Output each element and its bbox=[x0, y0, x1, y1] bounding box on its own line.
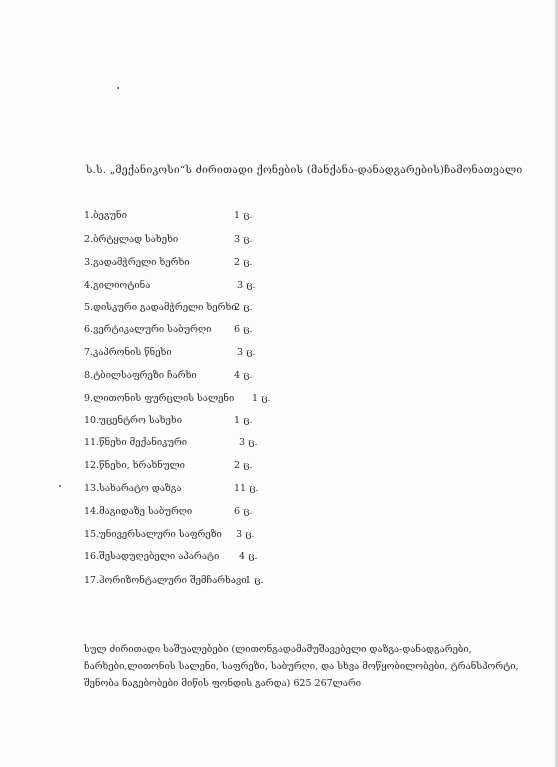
asset-item-quantity: 3 ც. bbox=[237, 347, 256, 358]
asset-item-label: 13.სახარატო დაზგა bbox=[84, 483, 182, 494]
asset-item-quantity: 4 ც. bbox=[234, 370, 253, 381]
asset-item-label: 8.ტბილსაფრეზი ჩარხი bbox=[84, 370, 197, 381]
asset-item-label: 9.ლითონის ფურცლის სალენი bbox=[84, 393, 235, 404]
asset-item-quantity: 3 ც. bbox=[239, 437, 258, 448]
asset-item-quantity: 2 ც. bbox=[234, 257, 253, 268]
asset-item-quantity: 1 ც. bbox=[234, 210, 253, 221]
asset-item-quantity: 1 ც. bbox=[252, 393, 271, 404]
asset-item-label: 1.ბეგუნი bbox=[84, 210, 127, 221]
asset-item-label: 4.გილიოტინა bbox=[84, 280, 151, 291]
asset-item-label: 6.ვერტიკალური საბურღი bbox=[84, 324, 212, 335]
asset-item-label: 3.გადამჭრელი ხერხი bbox=[84, 257, 190, 268]
document-title: ს.ს. „მექანიკოსი“ს ძირითადი ქონების (მანქანა-დანადგარების)ჩამონათვალი bbox=[86, 164, 523, 176]
asset-item-quantity: 6 ც. bbox=[234, 324, 253, 335]
asset-item-label: 17.ჰორიზონტალური შემჩარხავი bbox=[84, 575, 247, 586]
total-assets-paragraph: სულ ძირითადი საშუალებები (ლითონგადამამუშავებელი დაზგა-დანადგარები, ჩარხები,ლითონის სალენი, საფრეზი, საბურღი, და სხვა მოწყობილობები, ტრანსპორტი, შენობა ნაგებობები მიწის ფონდის გარდა) 625 267ლარი bbox=[84, 644, 519, 689]
asset-item-label: 16.შესადუღებელი აპარატი bbox=[84, 551, 220, 562]
asset-item-quantity: 3 ც. bbox=[234, 234, 253, 245]
scan-speck bbox=[59, 485, 61, 487]
asset-item-label: 2.ბრტყლად სახეხი bbox=[84, 234, 179, 245]
asset-item-quantity: 3 ც. bbox=[236, 529, 255, 540]
asset-item-quantity: 2 ც. bbox=[234, 460, 253, 471]
asset-item-label: 14.მაგიდაზე საბურღი bbox=[84, 506, 193, 517]
asset-item-label: 11.წნეხი მექანიკური bbox=[84, 437, 188, 448]
asset-item-label: 5.დისკური გადამჭრელი ხერხი bbox=[84, 302, 237, 313]
asset-item-quantity: 1 ც. bbox=[245, 575, 264, 586]
asset-item-quantity: 6 ც. bbox=[234, 506, 253, 517]
asset-item-quantity: 3 ც. bbox=[237, 280, 256, 291]
asset-item-quantity: 1 ც. bbox=[234, 415, 253, 426]
asset-item-label: 10.უცენტრო სახეხი bbox=[84, 415, 183, 426]
scan-speck bbox=[117, 87, 119, 89]
asset-item-label: 15.უნივერსალური საფრეზი bbox=[84, 529, 222, 540]
asset-item-quantity: 11 ც. bbox=[234, 483, 259, 494]
asset-item-label: 12.წნეხი, ხრახნული bbox=[84, 460, 185, 471]
asset-item-label: 7.კაპრონის წნეხი bbox=[84, 347, 172, 358]
asset-item-quantity: 4 ც. bbox=[239, 551, 258, 562]
asset-item-quantity: 2 ც. bbox=[234, 302, 253, 313]
